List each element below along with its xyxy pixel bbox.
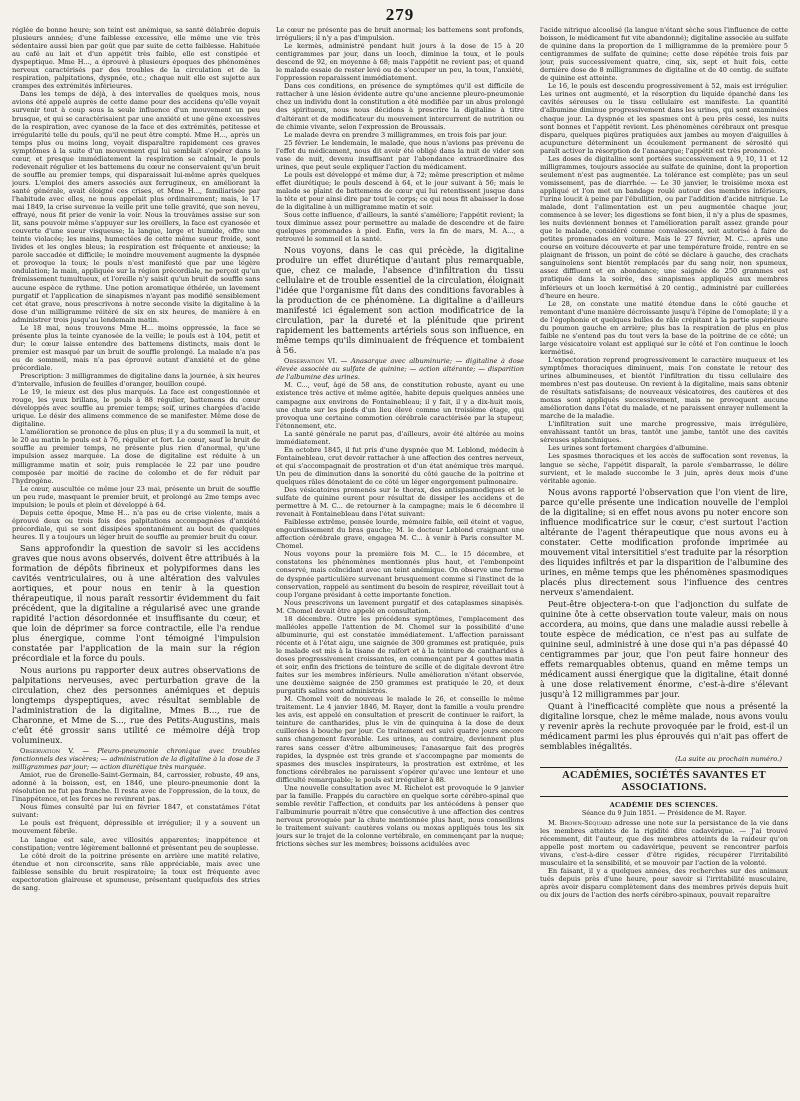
paragraph: Le pouls est fréquent, dépressible et irrégulier; il y a souvent un mouvement fébrile. xyxy=(12,819,260,836)
observation-heading xyxy=(12,747,260,771)
paragraph: Dans ces conditions, en présence de symptômes qu'il est difficile de rattacher à une lésion évidente autre qu'une ancienne pleuro-pneumonie chez un individu dont la constitution a été modifiée par un abus prolongé des spiritueux, nous nous décidons à prescrire la digitaline à titre d'altérant et de modificateur du mouvement intercurrent de nutrition ou de chimie vivante, selon l'expression de Broussais. xyxy=(276,82,524,131)
observation-title: — Anasarque avec albuminurie; — digitaline à dose élevée associée au sulfate de quinine; — action altérante; — disparition de l'albumine des urines. xyxy=(276,357,524,382)
paragraph: Le pouls est développé et même dur, à 72; même prescription et même effet diurétique; le pouls descend à 64, et le jour suivant à 56; mais le malade se plaint de battemens de cœur qui lui retentissent jusque dans la tête et pour ainsi dire par tout le corps; ce qui nous fit abaisser la dose de la digitaline à un milligramme matin et soir. xyxy=(276,170,524,212)
paragraph: Depuis cette époque, Mme H... n'a pas eu de crise violente, mais a éprouvé deux ou trois fois des palpitations accompagnées d'anxiété précordiale, qui se sont dissipées spontanément au bout de quelques heures. Il y a toujours un léger bruit de souffle au premier bruit du cœur. xyxy=(12,508,260,541)
paragraph-large: Nous voyons, dans le cas qui précède, la digitaline produire un effet diurétique d'autant plus remarquable, que, chez ce malade, l'absence d'infiltration du tissu cellulaire et de trouble essentiel de la circulation, éloignait l'idée que l'organisme fût dans des conditions favorables à la production de ce phénomène. La digitaline a d'ailleurs manifesté ici également son action modificatrice de la circulation, par la dureté et la plénitude que prirent rapidement les battements artériels sous son influence, en même temps qu'ils diminuaient de fréquence et tombaient à 56. xyxy=(276,245,524,356)
paragraph-text: adresse une note sur la persistance de la vie dans les membres atteints de la rigidité dite cadavérique. — J'ai trouvé récemment, dit l'auteur, que des membres atteints de la raideur qu'on appelle post mortem ou cadavérique, peuvent se rencontrer parfois vivans, c'est-à-dire cesser d'être rigides, récupérer l'irritabilité musculaire et la sensibilité, et se mouvoir par l'action de la volonté. xyxy=(540,818,788,868)
column-right xyxy=(540,26,788,899)
paragraph: l'acide nitrique alcoolisé (la langue n'étant sèche sous l'influence de cette boisson, le médicament fut vite abandonné); digitaline associée au sulfate de quinine dans la proportion de 1 milligramme de la première pour 5 centigrammes de sulfate de quinine; cette dose répétée trois fois par jour, puis successivement quatre, cinq, six, sept et huit fois, cette dernière dose de 8 milligrammes de digitaline et de 40 centig. de sulfate de quinine est atteinte. xyxy=(540,26,788,83)
paragraph: En faisant, il y a quelques années, des recherches sur des animaux tués depuis près d'une heure, pour savoir si l'irritabilité musculaire, après avoir disparu complètement dans des membres privés depuis huit ou dix jours de l'action des nerfs cérébro-spinaux, pouvait reparaître xyxy=(540,867,788,900)
paragraph: En octobre 1845, il fut pris d'une dyspnée que M. Leblond, médecin à Fontainebleau, crut devoir rattacher à une affection des centres nerveux, et qui s'accompagnait de prostration et d'un état anémique très marqué. Un peu de diminution dans la sonorité du côté gauche de la poitrine et quelques râles dénotaient de ce côté un léger engorgement pulmonaire. xyxy=(276,445,524,486)
paragraph: Le cœur ne présente pas de bruit anormal; les battemens sont profonds, irréguliers; il n'y a pas d'impulsion. xyxy=(276,26,524,43)
paragraph: L'amélioration se prononce de plus en plus; il y a du sommeil la nuit, et le 20 au matin le pouls est à 76, régulier et fort. Le cœur, sauf le bruit de souffle au premier temps, ne présente plus rien d'anormal, qu'une impulsion assez marquée. La dose de digitaline est réduite à un milligramme matin et soir, puis remplacée le 22 par une poudre composée par moitié de racine de colombo et de fer réduit par l'hydrogène. xyxy=(12,428,260,485)
paragraph-large: Peut-être objectera-t-on que l'adjonction du sulfate de quinine ôte à cette observation toute valeur, mais on nous accordera, au moins, que dans une maladie aussi rebelle à toute espèce de médication, ce n'est pas au sulfate de quinine seul, administré à une dose qui n'a pas dépassé 40 centigrammes par jour, que l'on peut faire honneur des effets remarquables obtenus, quand en même temps un médicament aussi énergique que la digitaline, était donné à une dose relativement énorme, c'est-à-dire s'élevant jusqu'à 12 milligrammes par jour. xyxy=(540,598,788,699)
observation-label: Observation VI. xyxy=(284,357,338,366)
paragraph: Les urines sont fortement chargées d'albumine. xyxy=(548,444,709,453)
session-line: Séance du 9 Juin 1851. — Présidence de M. Rayer. xyxy=(581,808,747,817)
paragraph-large: Quant à l'inefficacité complète que nous a présenté la digitaline lorsque, chez le même malade, nous avons voulu y revenir après la rechute provoquée par le froid, est-il un médicament parmi les plus éprouvés qui n'ait pas offert de semblables inégalités. xyxy=(540,700,788,751)
paragraph: 18 décembre. Outre les précédens symptômes, l'emplacement des malléoles appelle l'attention de M. Chomel sur la possibilité d'une albuminurie, qui est constatée immédiatement. L'affection paraissant récente et à l'état aigu, une saignée de 300 grammes est pratiquée, puis le malade est mis à la tisane de raifort et à la teinture de cantharides à doses progressivement croissantes, en commençant par 4 gouttes matin et soir, enfin des frictions de teinture de scille et de digitale devront être faites sur les membres inférieurs. Nulle amélioration n'étant observée, une deuxième saignée de 250 grammes est pratiquée le 20, et deux purgatifs salins sont administrés. xyxy=(276,614,524,696)
column-left xyxy=(12,26,260,892)
paragraph: réglée de bonne heure; son teint est anémique, sa santé délabrée depuis plusieurs années; d'une faiblesse excessive, elle même une vie très sédentaire aussi bien par goût que par suite de cette faiblesse. Habituée au café au lait et d'un appétit très faible, elle est constipée et dyspeptique. Mme H..., a éprouvé à plusieurs époques des phénomènes nerveux caractérisés par des troubles de la circulation et de la respiration, palpitations, dyspnée, etc.; chaque nuit elle est sujette aux crampes des extrémités inférieures. xyxy=(12,26,260,91)
paragraph: Des vésicatoires promenés sur le thorax, des antispasmodiques et le sulfate de quinine eurent pour résultat de dissiper les accidens et de permettre à M. C... de retourner à la campagne; mais le 6 décembre il revenait à Fontainebleau dans l'état suivant: xyxy=(276,486,524,519)
observation-title: — Pleuro-pneumonie chronique avec troubles fonctionnels des viscères; — administration de la digitaline à la dose de 3 milligrammes par jour; — action diurétique très marquée. xyxy=(12,747,260,772)
paragraph: Amiot, rue de Grenelle-Saint-Germain, 84, carrossier, robuste, 49 ans, adonné à la boisson, est, en 1846, une pleuro-pneumonie dont la résolution ne fut pas franche. Il resta avec de l'oppression, de la toux, de l'inappétence, et les forces ne revinrent pas. xyxy=(12,771,260,804)
paragraph: Sous cette influence, d'ailleurs, la santé s'améliore; l'appétit revient; la toux diminue assez pour permettre au malade de descendre et de faire quelques promenades à pied. Enfin, vers la fin de mars, M. A..., a retrouvé le sommeil et la santé. xyxy=(276,211,524,244)
paragraph-large: Sans approfondir la question de savoir si les accidens graves que nous avons observés, doivent être attribués à la formation de dépôts fibrineux et polypiformes dans les cavités ventriculaires, ou à une altération des valvules aortiques, et pour nous en tenir à la question thérapeutique, il nous paraît ressortir évidemment du fait précédent, que la digitaline a régularisé avec une grande rapidité l'action désordonnée et insuffisante du cœur, et que loin de déprimer sa force contractile, elle l'a rendue plus énergique, comme l'ont témoigné l'impulsion constatée par l'application de la main sur la région précordiale et la force du pouls. xyxy=(12,543,260,663)
paragraph: L'infiltration suit une marche progressive, mais irrégulière, envahissant tantôt un bras, tantôt une jambe, tantôt une des cavités séreuses splanchniques. xyxy=(540,420,788,445)
paragraph: Le 19, le mieux est des plus marqués. La face est congestionnée et rouge, les yeux brillans, le pouls à 88 régulier, battemens du cœur développés avec souffle au premier temps; soif, urines chargées d'acide urique. Le désir des alimens commence de se manifester. Même dose de digitaline. xyxy=(12,388,260,429)
observation-heading xyxy=(276,357,524,381)
paragraph: Le 28, on constate une matité étendue dans le côté gauche et remontant d'une manière décroissante jusqu'à l'épine de l'omoplate; il y a de l'égophonie et quelques bulles de râle crépitant à la partie supérieure du poumon gauche en arrière; plus bas la respiration de plus en plus faible ne s'entend pas du tout vers la base de la poitrine de ce côté; un large vésicatoire volant est appliqué sur le côté et l'on continue le looch kermétisé. xyxy=(540,299,788,356)
paragraph: Les spasmes thoraciques et les accès de suffocation sont revenus, la langue se sèche, l'appétit disparaît, la parole s'embarrasse, le délire survient, et le malade succombe le 3 juin, après deux mois d'une véritable agonie. xyxy=(540,452,788,485)
paragraph: La langue est sale, avec villosités apparentes; inappétence et constipation; ventre légèrement ballonné et présentant peu de souplesse. xyxy=(12,835,260,852)
paragraph: Une nouvelle consultation avec M. Richelot est provoquée le 9 janvier par la famille. Frappés du caractère en quelque sorte cérébro-spinal que semble revêtir l'affection, et conduits par les antécédens à penser que l'albuminurie pourrait n'être que consécutive à une affection des centres nerveux provoquée par la chute mentionnée plus haut, nous conseillons le traitement suivant: cautères volans ou moxas appliqués tous les six jours sur le trajet de la colonne vertébrale, en commençant par la nuque; frictions sèches sur les membres; boissons acidulées avec xyxy=(276,783,524,849)
paragraph-large: Nous avons rapporté l'observation que l'on vient de lire, parce qu'elle présente une indication nouvelle de l'emploi de la digitaline; si en effet nous avons pu noter encore son influence modificatrice sur le cœur, c'est surtout l'action altérante de l'agent thérapeutique que nous avons eu à constater. Cette modification profonde imprimée au mouvement vital intersititiel s'est traduite par la résorption des liquides infiltrés et par la disparition de l'albumine des urines, en même temps que les phénomènes spasmodiques placés plus directement sous l'influence des centres nerveux s'amendaient. xyxy=(540,486,788,597)
page-number: 279 xyxy=(385,5,415,24)
paragraph: Nous fûmes consulté par lui en février 1847, et constatâmes l'état suivant: xyxy=(12,803,260,820)
paragraph: Nous prescrivons un lavement purgatif et des cataplasmes sinapisés. M. Chomel devait être appelé en consultation. xyxy=(276,598,524,615)
paragraph: M. Chomel voit de nouveau le malade le 26, et conseille le même traitement. Le 4 janvier 1846, M. Rayer, dont la famille a voulu prendre les avis, est appelé en consultation et prescrit de continuer le raifort, la teinture de cantharides, plus le vin de quinquina à la dose de deux cuillerées à bouche par jour. Ce traitement est suivi quatre jours encore sans changement favorable. Les urines, au contraire, deviennent plus rares sans cesser d'être albumineuses; l'anasarque fait des progrès rapides, la dyspnée est très grande et s'accompagne par moments de spasmes des muscles inspirateurs, la prostration est extrême, et les fonctions cérébrales ne paraissent s'opérer qu'avec une lenteur et une difficulté remarquable; le pouls est irrégulier à 88. xyxy=(276,695,524,784)
text-columns xyxy=(12,26,788,1101)
sub-header: ACADÉMIE DES SCIENCES. xyxy=(609,800,719,809)
section-header: ACADÉMIES, SOCIÉTÉS SAVANTES ET ASSOCIATIONS. xyxy=(562,769,766,793)
paragraph: Nous voyons pour la première fois M. C... le 15 décembre, et constatons les phénomènes mentionnés plus haut, et l'embonpoint conservé, mais coïncidant avec un teint anémique. On observe une forme de dyspnée particulière survenant brusquement comme si l'instinct de la conservation, rappelé au sentiment du besoin de respirer, réveillait tout à coup l'organe présidant à cette importante fonction. xyxy=(276,550,524,599)
section-divider xyxy=(540,796,788,797)
paragraph: Le 16, le pouls est descendu progressivement à 52, mais est irrégulier. Les urines ont augmenté, et la résorption du liquide épanché dans les cavités séreuses ou le tissu cellulaire est manifeste. La quantité d'albumine diminue progressivement dans les urines, qui sont examinées chaque jour. La dyspnée et les spasmes ont à peu près cessé, les nuits sont bonnes et l'appétit revient. Les phénomènes cérébraux ont presque disparu, quelques piqûres pratiquées aux jambes au moyen d'aiguilles à acupuncture déterminent un écoulement permanent de sérosité qui paraît activer la résorption de l'anasarque; l'appétit est très prononcé. xyxy=(540,82,788,155)
paragraph: M. C..., veuf, âgé de 58 ans, de constitution robuste, ayant eu une existence très active et même agitée, habite depuis quelques années une campagne aux environs de Fontainebleau; il y fait, il y a dix-huit mois, une chute sur les pieds d'un lieu élevé comme un troisième étage, qui provoqua une certaine commotion cérébrale caractérisée par la stupeur, l'étonnement, etc. xyxy=(276,381,524,430)
paragraph: 25 février. Le lendemain, le malade, que nous n'avions pas prévenu de l'effet du médicament, nous dit avoir été obligé dans la nuit de vider son vase de nuit, devenu insuffisant par l'abondance extraordinaire des urines, que peut seule expliquer l'action du médicament. xyxy=(276,138,524,171)
paragraph xyxy=(540,819,788,867)
author-name: M. Brown-Séquard xyxy=(548,818,612,827)
paragraph: Le 18 mai, nous trouvons Mme H... moins oppressée, la face se présente plus la teinte cyanosée de la veille; le pouls est à 104, petit et dur; le cœur laisse entendre des battemens distincts, mais dont le premier est masqué par un bruit de souffle prolongé. La malade n'a pas eu de sommeil, mais n'a pas éprouvé autant d'anxiété et de gêne précordiale. xyxy=(12,323,260,372)
continuation-note: (La suite au prochain numéro.) xyxy=(675,754,782,763)
paragraph: La santé générale ne parut pas, d'ailleurs, avoir été altérée au moins immédiatement. xyxy=(276,429,524,446)
paragraph: Le cœur, auscultée ce même jour 23 mai, présente un bruit de souffle un peu rude, masquant le premier bruit, et prolongé au 2me temps avec impulsion; le pouls et plein et développé à 64. xyxy=(12,484,260,509)
paragraph: Le côté droit de la poitrine présente en arrière une matité relative, étendue et non circonscrite, sans râle appréciable, mais avec une faiblesse sensible du bruit respiratoire; la toux est fréquente avec expectoration glaireuse et spumeuse, présentant quelquefois des stries de sang. xyxy=(12,851,260,892)
paragraph: Faiblesse extrême, pensée lourde, mémoire faible, œil éteint et vague, engourdissement du bras gauche; M. le docteur Leblond craignant une affection cérébrale grave, engagea M. C... à venir à Paris consulter M. Chomel. xyxy=(276,518,524,551)
paragraph: Les doses de digitaline sont portées successivement à 9, 10, 11 et 12 milligrammes, toujours associée au sulfate de quinine, dont la proportion seulement n'est pas augmentée. La tolérance est complète; pas un seul vomissement, pas de diarrhée. — Le 30 janvier, le troisième moxa est appliqué et l'on met un bandage roulé autour des membres inférieurs, l'urine loucit à peine par l'ébullition, ou par l'addition d'acide nitrique. Le malade, dont l'alimentation est un peu augmentée chaque jour, commence à se lever; les digestions se font bien, il n'y a plus de spasmes, les nuits deviennent bonnes et l'amélioration paraît assez grande pour que le malade, considéré comme convalescent, soit autorisé à faire de petites promenades en voiture. Mais le 27 février, M. C... après une course en voiture découverte et par une température froide, rentre en se plaignant de frisson, un point de côté se déclare à gauche, des crachats sanguinolens sont bientôt remplacés par du sang noir, non spumeux, assez diffluent et en abondance; une saignée de 250 grammes est pratiquée dans la soirée, des sinapismes appliqués aux membres inférieurs et un looch kermétisé à 20 centig., administré par cuillerées d'heure en heure. xyxy=(540,154,788,300)
paragraph: Dans les temps de déjà, à des intervalles de quelques mois, nous avions été appelé auprès de cette dame pour des accidens qu'elle voyait survenir tout à coup sous la seule influence d'un mouvement un peu brusque, et qui se caractérisaient par une anxiété et une gêne excessives de la respiration, avec cyanose de la face et des extrémités, petitesse et irrégularité telle du pouls, qu'il ne peut être compté. Mme H..., après un temps plus ou moins long, voyait disparaître rapidement ces graves symptômes à la suite d'un mouvement qui lui semblait s'opérer dans le cœur, et presque immédiatement la respiration se calmait, le pouls redevenait régulier et les battemens du cœur ne conservaient qu'un bruit de souffle au premier temps, qui disparaissait lui-même après quelques jours. L'emploi des amers associés aux ferrugineux, en améliorant la santé générale, avait éloigné ces crises, et Mme H..., familiarisée par l'habitude avec elles, ne nous appelait plus ordinairement; mais, le 17 mai 1849, la crise survenue la veille prit une telle gravité, que son neveu, effrayé, nous fit prier de venir la voir. Nous la trouvâmes assise sur son lit, sans pouvoir même s'appuyer sur les oreillers, la face est cyanosée et couverte d'une sueur visqueuse; la langue, large et humide, offre une teinte violacée; les mains, humectées de cette même sueur froide, sont livides et les ongles bleus; la respiration est fréquente et anxieuse; la parole saccadée et difficile; le moindre mouvement augmente la dyspnée et provoque la toux; le pouls n'est manifesté que par une légère ondulation; la main, appliquée sur la région précordiale, ne perçoit qu'un frémissement tumultueux, et l'oreille n'y saisit qu'un bruit de souffle sans aucune espèce de rythme. Une potion aromatique éthérée, un lavement purgatif et l'application de sinapismes n'ayant pas modifié sensiblement cet état grave, nous prescrivons à notre seconde visite la digitaline à la dose d'un milligramme réitéré de six en six heures, de manière à en administrer trois jusqu'au lendemain matin. xyxy=(12,90,260,324)
paragraph: Le malade devra en prendre 3 milligrammes, en trois fois par jour. xyxy=(284,130,508,139)
paragraph: Prescription: 3 milligrammes de digitaline dans la journée, à six heures d'intervalle, infusion de feuilles d'oranger, bouillon coupé. xyxy=(12,372,260,389)
paragraph-large: Nous aurions pu rapporter deux autres observations de palpitations nerveuses, avec perturbation grave de la circulation, chez des personnes anémiques et depuis longtemps dyspeptiques, avec résultat semblable de l'administration de la digitaline, Mmes B..., rue de Charonne, et Mme de S..., rue des Petits-Augustins, mais c'eût été grossir sans utilité ce mémoire déjà trop volumineux. xyxy=(12,665,260,745)
section-divider xyxy=(540,767,788,768)
paragraph: Le kermès, administré pendant huit jours à la dose de 15 à 20 centigrammes par jour, dans un looch, diminue la toux, et le pouls descend de 92, en moyenne à 68; mais l'appétit ne revient pas; et quand le malade essaie de rester levé ou de s'occuper un peu, la toux, l'anxiété, l'oppression reparaissent immédiatement. xyxy=(276,42,524,83)
column-middle xyxy=(276,26,524,848)
paragraph: L'expectoration reprend progressivement le caractère muqueux et les symptômes thoraciques diminuent, mais l'on constate le retour des urines albumineuses, et bientôt l'infiltration du tissu cellulaire des membres n'est pas douteuse. On revient à la digitaline, mais sans obtenir de résultats satisfaisans; de nouveaux vésicatoires, des cautères et des moxas sont appliqués successivement, mais ne provoquent aucune amélioration dans l'état du malade, et ne paraissent enrayer nullement la marche de la maladie. xyxy=(540,355,788,421)
observation-label: Observation V. xyxy=(20,747,75,755)
